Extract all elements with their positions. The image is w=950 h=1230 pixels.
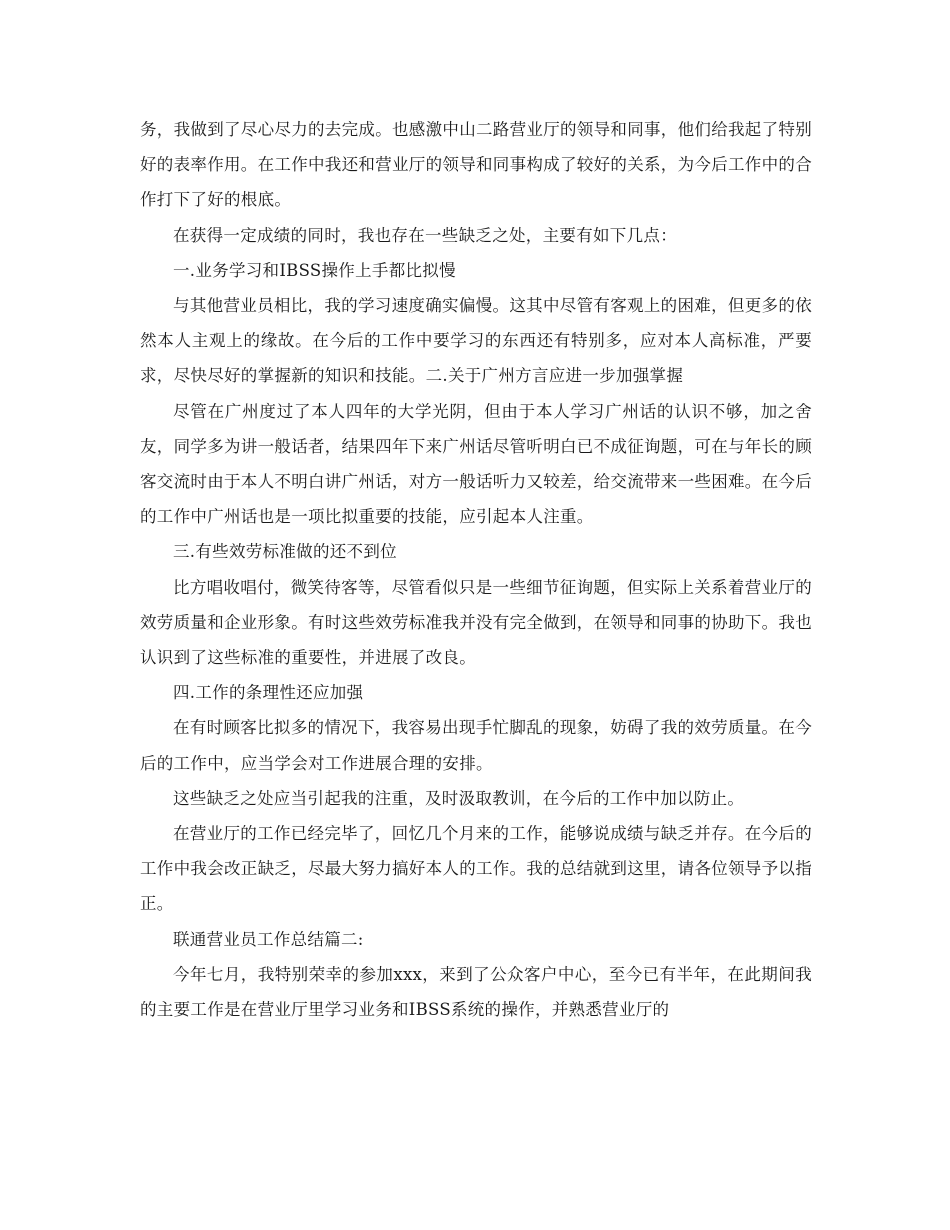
paragraph-conclusion: 在营业厅的工作已经完毕了，回忆几个月来的工作，能够说成绩与缺乏并存。在今后的工作中我会改正缺乏，尽最大努力搞好本人的工作。我的总结就到这里，请各位领导予以指正。	[140, 824, 812, 914]
heading-point-four: 四.工作的条理性还应加强	[173, 683, 364, 703]
paragraph-intro-shortcomings: 在获得一定成绩的同时，我也存在一些缺乏之处，主要有如下几点：	[173, 225, 677, 245]
paragraph-point-four: 在有时顾客比拟多的情况下，我容易出现手忙脚乱的现象，妨碍了我的效劳质量。在今后的工作中，应当学会对工作进展合理的安排。	[140, 718, 812, 773]
document-body	[140, 112, 812, 1027]
heading-point-three: 三.有些效劳标准做的还不到位	[173, 542, 397, 562]
paragraph-part-two-start: 今年七月，我特别荣幸的参加xxx，来到了公众客户中心，至今已有半年，在此期间我的主要工作是在营业厅里学习业务和IBSS系统的操作，并熟悉营业厅的	[140, 964, 812, 1020]
paragraph-lessons: 这些缺乏之处应当引起我的注重，及时汲取教训，在今后的工作中加以防止。	[173, 788, 745, 808]
heading-part-two: 联通营业员工作总结篇二:	[173, 929, 364, 949]
paragraph-continuation: 务，我做到了尽心尽力的去完成。也感激中山二路营业厅的领导和同事，他们给我起了特别好的表率作用。在工作中我还和营业厅的领导和同事构成了较好的关系，为今后工作中的合作打下了好的根底。	[140, 120, 812, 210]
heading-point-one: 一.业务学习和IBSS操作上手都比拟慢	[173, 260, 456, 280]
paragraph-point-three: 比方唱收唱付，微笑待客等，尽管看似只是一些细节征询题，但实际上关系着营业厅的效劳质量和企业形象。有时这些效劳标准我并没有完全做到，在领导和同事的协助下。我也认识到了这些标准的重要性，并进展了改良。	[140, 577, 812, 668]
paragraph-cantonese: 尽管在广州度过了本人四年的大学光阴，但由于本人学习广州话的认识不够，加之舍友，同学多为讲一般话者，结果四年下来广州话尽管听明白已不成征询题，可在与年长的顾客交流时由于本人不明白讲广州话，对方一般话听力又较差，给交流带来一些困难。在今后的工作中广州话也是一项比拟重要的技能，应引起本人注重。	[140, 401, 812, 527]
paragraph-point-one: 与其他营业员相比，我的学习速度确实偏慢。这其中尽管有客观上的困难，但更多的依然本人主观上的缘故。在今后的工作中要学习的东西还有特别多，应对本人高标准，严要求，尽快尽好的掌握新的知识和技能。二.关于广州方言应进一步加强掌握	[140, 296, 812, 386]
